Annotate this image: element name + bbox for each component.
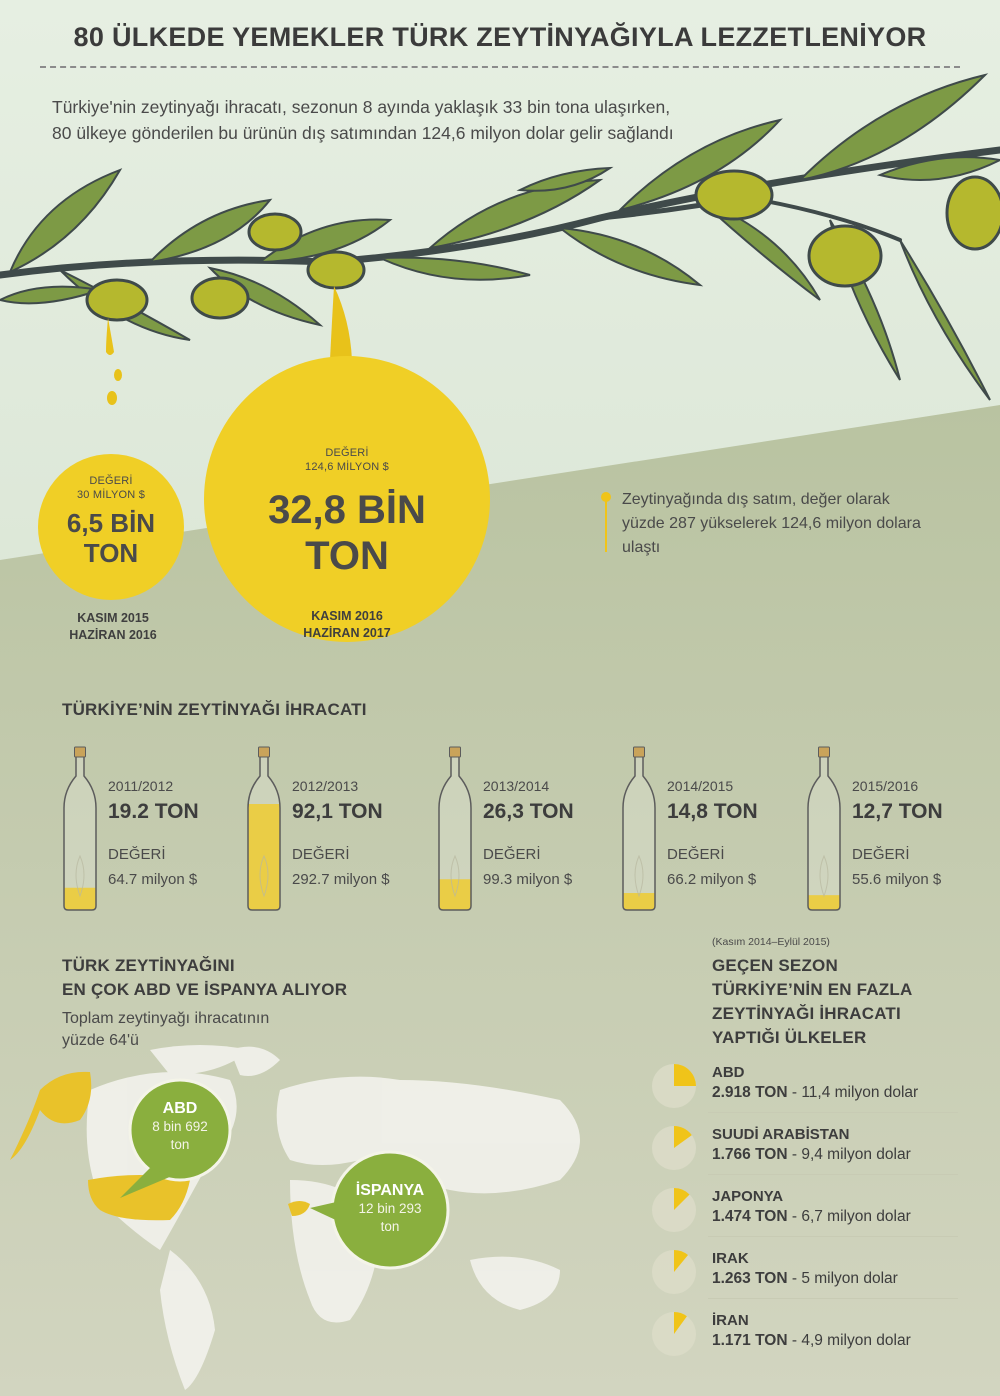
- abd-unit: ton: [170, 1137, 190, 1152]
- ispanya-bubble: [332, 1182, 448, 1236]
- big-period-line2: HAZİRAN 2017: [303, 626, 391, 640]
- bottle-year-2: 2012/2013: [292, 778, 359, 794]
- ranking-value-5: [712, 1332, 911, 1350]
- map-title: [62, 954, 347, 1002]
- ranking-value-3: [712, 1208, 911, 1226]
- ranking-dollar-3: - 6,7 milyon dolar: [787, 1208, 911, 1225]
- abd-bubble: [130, 1100, 230, 1154]
- bottle-year-5: 2015/2016: [852, 778, 919, 794]
- ranking-title: [712, 954, 912, 1050]
- ranking-title-line3: ZEYTİNYAĞI İHRACATI: [712, 1004, 901, 1023]
- ranking-ton-2: 1.766 TON: [712, 1146, 788, 1163]
- note-line: [605, 500, 607, 552]
- big-ton-line1: 32,8 BİN: [268, 488, 426, 532]
- intro-text: Türkiye'nin zeytinyağı ihracatı, sezonun 8 ayında yaklaşık 33 bin tona ulaşırken, 80 ülkeye gönderilen bu ürünün dış satımından 124,6 milyon dolar gelir sağlandı: [52, 97, 674, 143]
- bottle-year-3: 2013/2014: [483, 778, 550, 794]
- small-value: 30 MİLYON $: [76, 489, 146, 501]
- big-ton-line2: TON: [305, 534, 389, 578]
- bottle-ton-5: 12,7 TON: [852, 800, 943, 823]
- ranking-note: (Kasım 2014–Eylül 2015): [712, 936, 830, 948]
- bottle-value-1: 64.7 milyon $: [108, 871, 198, 888]
- ispanya-name: İSPANYA: [355, 1182, 425, 1199]
- bottle-value-label-5: DEĞERİ: [852, 846, 910, 863]
- map-subtitle: [62, 1008, 269, 1052]
- bottle-value-3: 99.3 milyon $: [483, 871, 573, 888]
- share-pie-3: [650, 1186, 698, 1234]
- small-value-label: DEĞERİ: [89, 475, 133, 487]
- small-ton-line2: TON: [83, 538, 139, 568]
- bottle-value-2: 292.7 milyon $: [292, 871, 390, 888]
- big-value-label: DEĞERİ: [325, 447, 369, 459]
- ranking-dollar-4: - 5 milyon dolar: [787, 1270, 898, 1287]
- ranking-ton-3: 1.474 TON: [712, 1208, 788, 1225]
- bottle-1: [62, 746, 98, 912]
- small-period-line1: KASIM 2015: [77, 611, 149, 625]
- bottle-value-5: 55.6 milyon $: [852, 871, 942, 888]
- share-pie-5: [650, 1310, 698, 1358]
- ranking-value-4: [712, 1270, 898, 1288]
- ranking-separator: [708, 1174, 958, 1175]
- bottle-ton-2: 92,1 TON: [292, 800, 383, 823]
- map-title-line1: TÜRK ZEYTİNYAĞINI: [62, 956, 235, 975]
- ranking-dollar-5: - 4,9 milyon dolar: [787, 1332, 911, 1349]
- share-pie-2: [650, 1124, 698, 1172]
- ranking-country-1: ABD: [712, 1064, 745, 1081]
- bottle-ton-3: 26,3 TON: [483, 800, 574, 823]
- ranking-country-4: IRAK: [712, 1250, 749, 1267]
- bottle-5: [806, 746, 842, 912]
- ranking-separator: [708, 1298, 958, 1299]
- abd-name: ABD: [162, 1100, 198, 1117]
- increase-note: Zeytinyağında dış satım, değer olarak yüzde 287 yükselerek 124,6 milyon dolara ulaştı: [622, 491, 921, 556]
- bottle-value-label-1: DEĞERİ: [108, 846, 166, 863]
- bottle-2: [246, 746, 282, 912]
- page-title: 80 ÜLKEDE YEMEKLER TÜRK ZEYTİNYAĞIYLA LEZZETLENİYOR: [73, 22, 927, 52]
- ranking-separator: [708, 1112, 958, 1113]
- share-pie-4: [650, 1248, 698, 1296]
- big-period-line1: KASIM 2016: [311, 609, 383, 623]
- map-sub-line1: Toplam zeytinyağı ihracatının: [62, 1010, 270, 1027]
- ranking-value-2: [712, 1146, 911, 1164]
- ranking-dollar-2: - 9,4 milyon dolar: [787, 1146, 911, 1163]
- small-period: [40, 610, 186, 644]
- bottle-value-label-4: DEĞERİ: [667, 846, 725, 863]
- ispanya-amount: 12 bin 293: [358, 1201, 422, 1216]
- ranking-dollar-1: - 11,4 milyon dolar: [787, 1084, 919, 1101]
- big-value: 124,6 MİLYON $: [305, 461, 389, 473]
- ranking-ton-4: 1.263 TON: [712, 1270, 788, 1287]
- ranking-separator: [708, 1236, 958, 1237]
- ispanya-unit: ton: [380, 1219, 400, 1234]
- bottle-value-label-2: DEĞERİ: [292, 846, 350, 863]
- ranking-ton-1: 2.918 TON: [712, 1084, 788, 1101]
- bottle-ton-4: 14,8 TON: [667, 800, 758, 823]
- big-circle: [204, 356, 490, 642]
- bottle-3: [437, 746, 473, 912]
- small-ton-line1: 6,5 BİN: [66, 508, 156, 538]
- title-divider: [40, 66, 960, 68]
- bottle-value-4: 66.2 milyon $: [667, 871, 757, 888]
- ranking-title-line2: TÜRKİYE’NİN EN FAZLA: [712, 980, 913, 999]
- bottle-year-1: 2011/2012: [108, 778, 174, 794]
- map-title-line2: EN ÇOK ABD VE İSPANYA ALIYOR: [62, 980, 348, 999]
- exports-title: TÜRKİYE’NİN ZEYTİNYAĞI İHRACATI: [62, 700, 367, 719]
- bottle-value-label-3: DEĞERİ: [483, 846, 541, 863]
- bottle-4: [621, 746, 657, 912]
- bottle-year-4: 2014/2015: [667, 778, 734, 794]
- ranking-ton-5: 1.171 TON: [712, 1332, 788, 1349]
- share-pie-1: [650, 1062, 698, 1110]
- ranking-country-2: SUUDİ ARABİSTAN: [712, 1126, 850, 1143]
- map-sub-line2: yüzde 64'ü: [62, 1032, 139, 1049]
- big-period: [272, 608, 422, 642]
- ranking-value-1: [712, 1084, 918, 1102]
- bottle-ton-1: 19.2 TON: [108, 800, 199, 823]
- small-circle: [38, 454, 184, 600]
- ranking-country-3: JAPONYA: [712, 1188, 784, 1205]
- ranking-title-line4: YAPTIĞI ÜLKELER: [712, 1028, 867, 1047]
- small-period-line2: HAZİRAN 2016: [69, 628, 157, 642]
- ranking-country-5: İRAN: [712, 1312, 749, 1329]
- ranking-title-line1: GEÇEN SEZON: [712, 956, 838, 975]
- abd-amount: 8 bin 692: [152, 1119, 208, 1134]
